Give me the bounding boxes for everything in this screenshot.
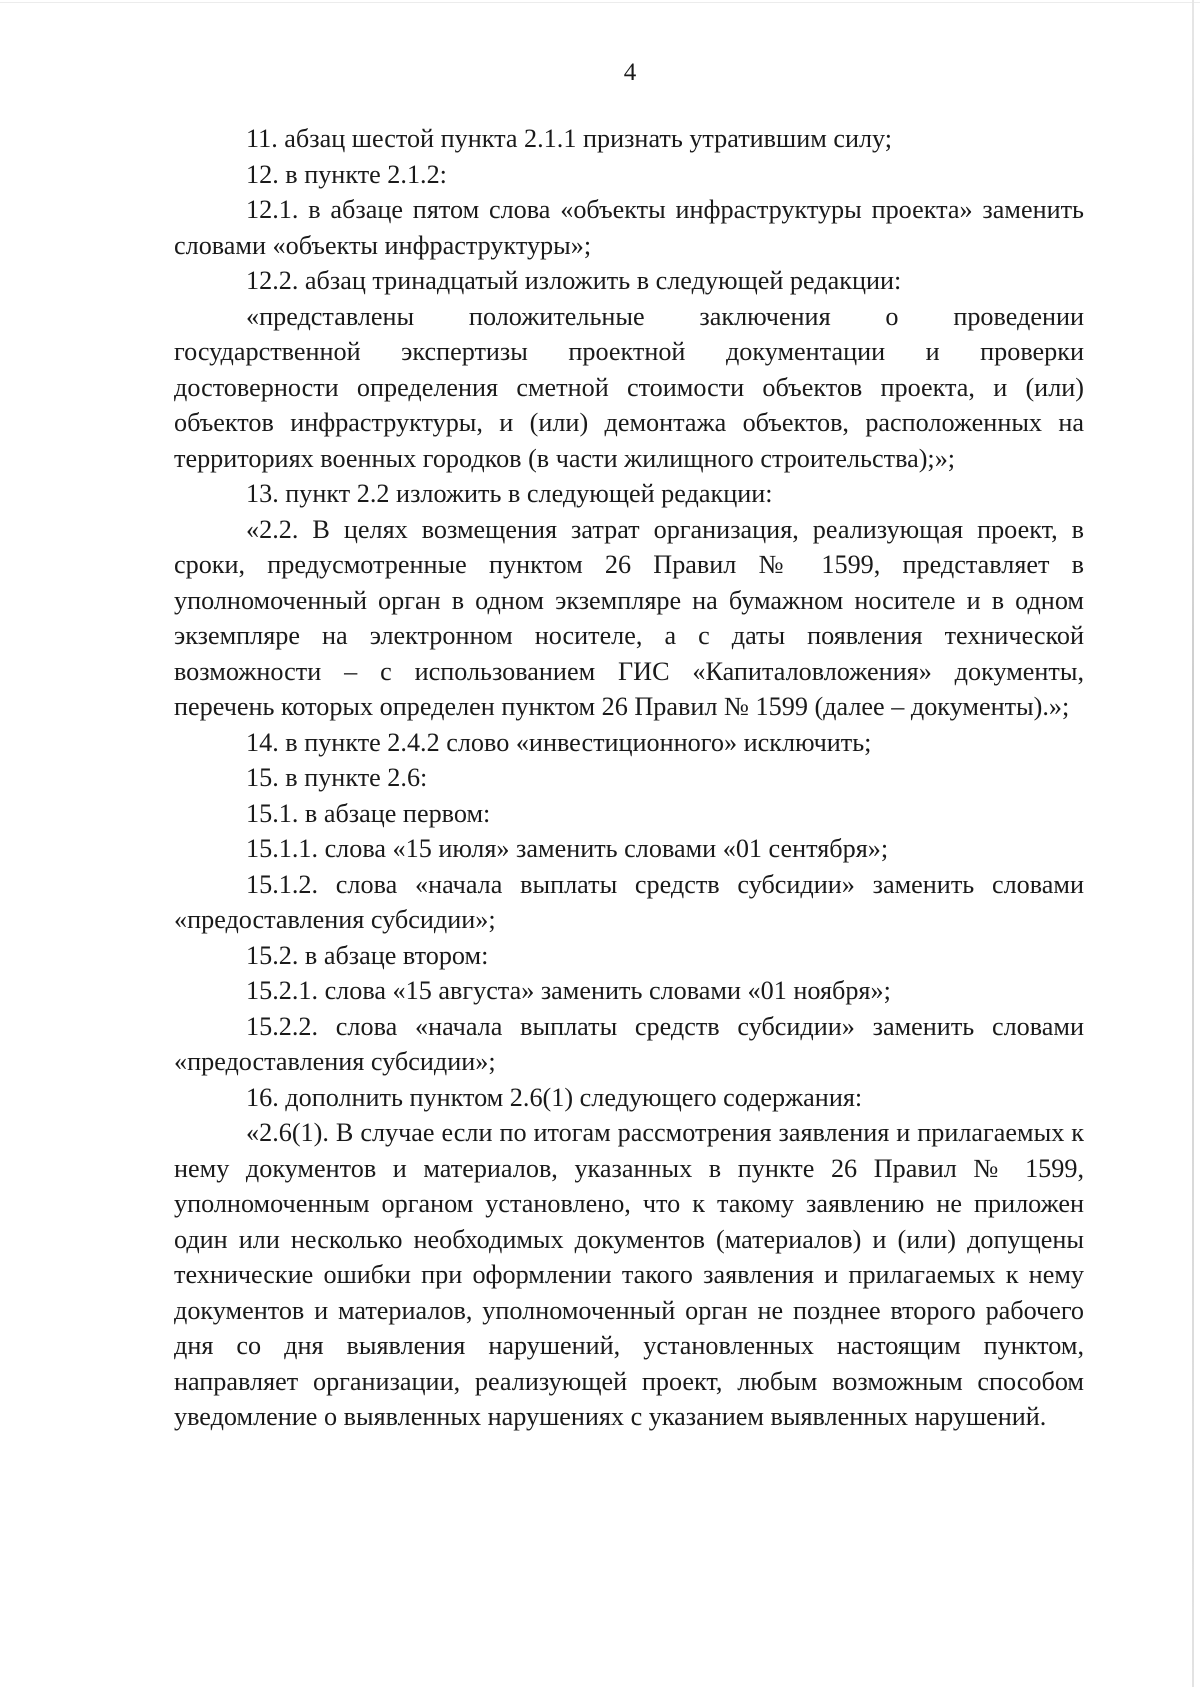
paragraph-12-1: 12.1. в абзаце пятом слова «объекты инфраструктуры проекта» заменить словами «объекты инфраструктуры»; — [174, 195, 1084, 260]
paragraph-14: 14. в пункте 2.4.2 слово «инвестиционного» исключить; — [246, 727, 872, 757]
paragraph-15-1-1: 15.1.1. слова «15 июля» заменить словами «01 сентября»; — [246, 834, 889, 863]
paragraph-15: 15. в пункте 2.6: — [246, 763, 428, 792]
paragraph-15-2: 15.2. в абзаце втором: — [246, 940, 489, 970]
scan-edge-right — [1192, 0, 1194, 1687]
paragraph-13-quote: «2.2. В целях возмещения затрат организация, реализующая проект, в сроки, предусмотренные пунктом 26 Правил № 1599, представляет в уполномоченный орган в одном экземпляре на бумажном носителе и в одном экземпляре на электронном носителе, а с даты появления технической возможности – с использованием ГИС «Капиталовложения» документы, перечень которых определен пунктом 26 Правил № 1599 (далее – документы).»; — [174, 514, 1084, 721]
paragraph-16-quote: «2.6(1). В случае если по итогам рассмотрения заявления и прилагаемых к нему документов и материалов, указанных в пункте 26 Правил № 1599, уполномоченным органом установлено, что к такому заявлению не приложен один или несколько необходимых документов (материалов) и (или) допущены технические ошибки при оформлении такого заявления и прилагаемых к нему документов и материалов, уполномоченный орган не позднее второго рабочего дня со дня выявления нарушений, установленных настоящим пунктом, направляет организации, реализующей проект, любым возможным способом уведомление о выявленных нарушениях с указанием выявленных нарушений. — [174, 1118, 1084, 1431]
paragraph-15-2-2: 15.2.2. слова «начала выплаты средств субсидии» заменить словами «предоставления субсидии»; — [174, 1011, 1084, 1076]
paragraph-15-1: 15.1. в абзаце первом: — [246, 798, 491, 828]
scan-edge-top — [0, 2, 1200, 3]
document-body — [174, 121, 1084, 1435]
paragraph-12-2: 12.2. абзац тринадцатый изложить в следующей редакции: — [246, 266, 902, 295]
paragraph-15-2-1: 15.2.1. слова «15 августа» заменить словами «01 ноября»; — [246, 976, 891, 1005]
paragraph-15-1-2: 15.1.2. слова «начала выплаты средств субсидии» заменить словами «предоставления субсидии»; — [174, 869, 1084, 934]
paragraph-12-2-quote: «представлены положительные заключения о проведении государственной экспертизы проектной документации и проверки достоверности определения сметной стоимости объектов проекта, и (или) объектов инфраструктуры, и (или) демонтажа объектов, расположенных на территориях военных городков (в части жилищного строительства);»; — [174, 301, 1084, 473]
paragraph-11: 11. абзац шестой пункта 2.1.1 признать утратившим силу; — [246, 124, 893, 153]
paragraph-12: 12. в пункте 2.1.2: — [246, 159, 447, 189]
paragraph-16: 16. дополнить пунктом 2.6(1) следующего содержания: — [246, 1082, 863, 1112]
paragraph-13: 13. пункт 2.2 изложить в следующей редакции: — [246, 479, 773, 508]
page-number: 4 — [623, 59, 637, 86]
